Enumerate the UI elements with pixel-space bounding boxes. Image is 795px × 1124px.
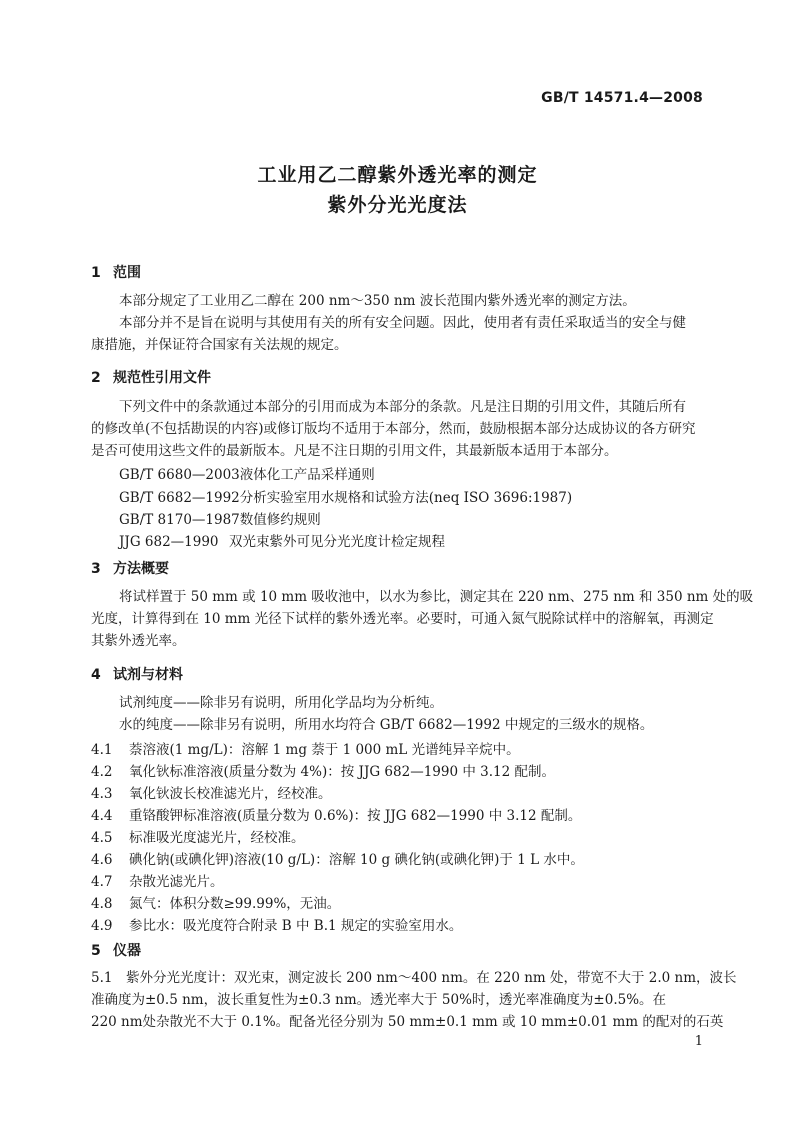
item-text: 杂散光滤光片。 [129,874,224,890]
section-number: 5 [91,943,101,959]
reagent-item [91,826,305,846]
reagent-item [91,760,555,780]
section-number: 4 [91,667,101,683]
document-title: 工业用乙二醇紫外透光率的测定 [257,164,538,186]
document-subtitle: 紫外分光光度法 [327,194,468,216]
text-line: 5.1 紫外分光光度计：双光束，测定波长 200 nm～400 nm。在 220 nm 处，带宽不大于 2.0 nm，波长 [91,970,737,986]
text-line: 试剂纯度——除非另有说明，所用化学品均为分析纯。 [119,695,443,711]
reference-title: 数值修约规则 [239,512,321,528]
section-number: 2 [91,370,101,386]
section-heading-method [91,558,169,578]
text-line: 本部分规定了工业用乙二醇在 200 nm～350 nm 波长范围内紫外透光率的测定方法。 [119,293,636,309]
section-heading-scope [91,262,141,282]
reagent-item [91,738,520,758]
reference-code: GB/T 8170—1987 [119,512,240,528]
section-number: 3 [91,561,101,577]
reagent-item [91,848,584,868]
section-title: 方法概要 [113,561,169,577]
reagent-item [91,782,332,802]
section-title: 仪器 [113,943,141,959]
text-line: 是否可使用这些文件的最新版本。凡是不注日期的引用文件，其最新版本适用于本部分。 [91,443,618,459]
section-heading-instrument [91,940,141,960]
instrument-paragraph [91,967,737,1033]
section-heading-normative [91,367,211,387]
normative-reference [119,508,321,528]
normative-reference [119,463,375,483]
text-line: 220 nm处杂散光不大于 0.1%。配备光径分别为 50 mm±0.1 mm 或 10 mm±0.01 mm 的配对的石英 [91,1014,724,1030]
reagents-intro [91,692,712,736]
section-title: 试剂与材料 [113,667,183,683]
item-number: 4.7 [91,874,113,890]
item-number: 4.9 [91,918,113,934]
reagent-item [91,804,581,824]
standard-number: GB/T 14571.4—2008 [541,90,703,106]
item-text: 标准吸光度滤光片，经校准。 [129,830,305,846]
text-line: 将试样置于 50 mm 或 10 mm 吸收池中，以水为参比，测定其在 220 nm、275 nm 和 350 nm 处的吸 [119,589,754,605]
text-line: 水的纯度——除非另有说明，所用水均符合 GB/T 6682—1992 中规定的三级水的规格。 [119,717,654,733]
reference-title: 双光束紫外可见分光光度计检定规程 [229,534,445,550]
item-text: 碘化钠(或碘化钾)溶液(10 g/L)：溶解 10 g 碘化钠(或碘化钾)于 1 L 水中。 [129,852,584,868]
item-text: 参比水：吸光度符合附录 B 中 B.1 规定的实验室用水。 [129,918,463,934]
normative-reference [119,530,445,550]
item-text: 重铬酸钾标准溶液(质量分数为 0.6%)：按 JJG 682—1990 中 3.12 配制。 [129,808,582,824]
item-text: 氧化钬波长校准滤光片，经校准。 [129,786,332,802]
text-line: 康措施，并保证符合国家有关法规的规定。 [91,337,348,353]
text-line: 本部分并不是旨在说明与其使用有关的所有安全问题。因此，使用者有责任采取适当的安全与健 [119,315,686,331]
text-line: 的修改单(不包括勘误的内容)或修订版均不适用于本部分，然而，鼓励根据本部分达成协议的各方研究 [91,421,696,437]
item-text: 氧化钬标准溶液(质量分数为 4%)：按 JJG 682—1990 中 3.12 配制。 [129,764,555,780]
reference-title: 液体化工产品采样通则 [239,467,375,483]
item-text: 氮气：体积分数≥99.99%，无油。 [129,896,341,912]
section-title: 范围 [113,265,141,281]
section-title: 规范性引用文件 [113,370,211,386]
item-number: 4.2 [91,764,113,780]
item-number: 4.3 [91,786,113,802]
text-line: 准确度为±0.5 nm，波长重复性为±0.3 nm。透光率大于 50%时，透光率准确度为±0.5%。在 [91,992,667,1008]
scope-paragraph [91,290,712,356]
reference-code: JJG 682—1990 [119,534,219,550]
item-number: 4.8 [91,896,113,912]
reagent-item [91,870,224,890]
item-number: 4.5 [91,830,113,846]
item-number: 4.6 [91,852,113,868]
text-line: 其紫外透光率。 [91,633,186,649]
reference-code: GB/T 6680—2003 [119,467,240,483]
item-number: 4.4 [91,808,113,824]
reagent-item [91,892,340,912]
normative-paragraph [91,396,712,462]
section-number: 1 [91,265,101,281]
item-number: 4.1 [91,742,113,758]
normative-reference [119,486,572,506]
reference-title: 分析实验室用水规格和试验方法(neq ISO 3696:1987) [239,490,573,506]
text-line: 下列文件中的条款通过本部分的引用而成为本部分的条款。凡是注日期的引用文件，其随后所有 [119,399,686,415]
reagent-item [91,914,462,934]
item-text: 萘溶液(1 mg/L)：溶解 1 mg 萘于 1 000 mL 光谱纯异辛烷中。 [129,742,520,758]
text-line: 光度，计算得到在 10 mm 光径下试样的紫外透光率。必要时，可通入氮气脱除试样中的溶解氧，再测定 [91,611,714,627]
method-paragraph [91,586,754,652]
page-number: 1 [694,1034,703,1049]
section-heading-reagents [91,664,183,684]
reference-code: GB/T 6682—1992 [119,490,240,506]
